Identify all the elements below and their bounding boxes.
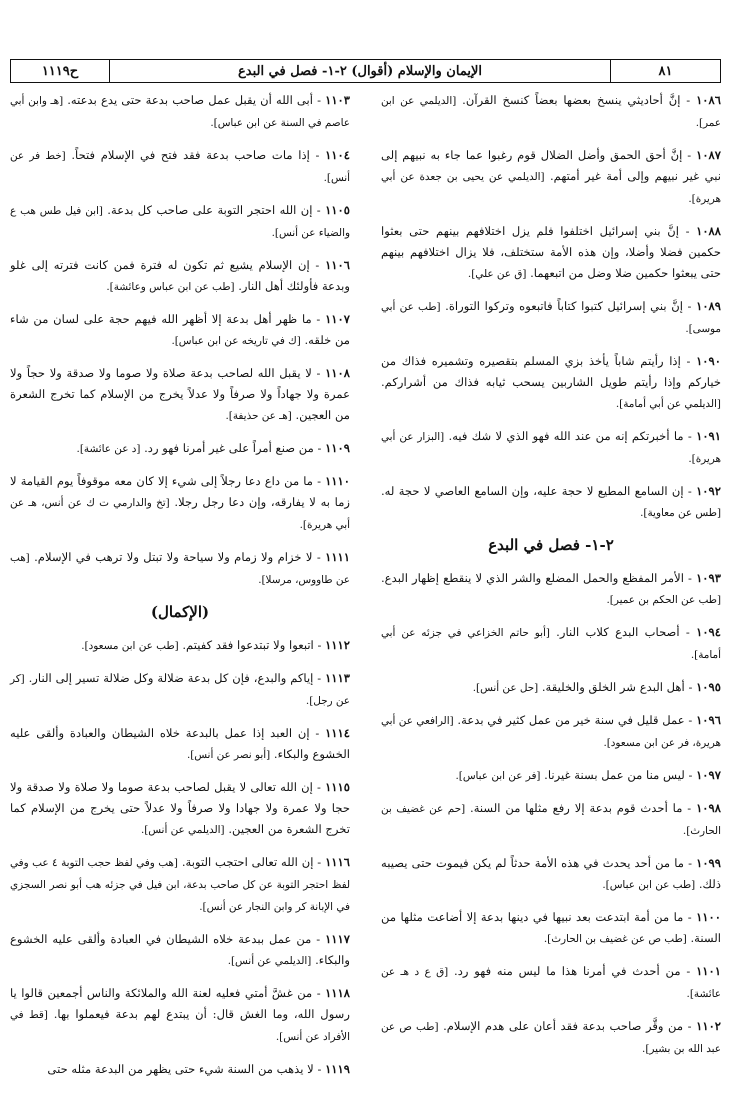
separator: - xyxy=(312,986,326,1000)
hadith-entry xyxy=(10,363,350,427)
separator: - xyxy=(312,203,326,217)
hadith-text: إذا مات صاحب بدعة فقد فتح في الإسلام فتحاً. xyxy=(71,148,310,162)
hadith-entry xyxy=(10,668,350,712)
separator: - xyxy=(683,571,697,585)
hadith-entry xyxy=(381,798,721,842)
separator: - xyxy=(312,780,326,794)
hadith-entry xyxy=(381,622,721,666)
hadith-source: [الديلمي عن أبي أمامة]. xyxy=(615,398,721,410)
hadith-text: إن العبد إذا عمل بالبدعة خلاه الشيطان والعبادة وألقى عليه الخشوع والبكاء. xyxy=(10,726,350,761)
hadith-number: ١١١٦ xyxy=(325,855,350,869)
hadith-text: إنَّ أحاديثي ينسخ بعضها بعضاً كنسخ القرآن. xyxy=(462,93,681,107)
hadith-source: [الديلمي عن أنس]. xyxy=(140,824,225,836)
hadith-source: [طب ص عن عبد الله بن بشير]. xyxy=(381,1021,721,1055)
hadith-source: [كر عن رجل]. xyxy=(10,673,350,707)
hadith-source: [حل عن أنس]. xyxy=(472,682,539,694)
hadith-number: ١٠٩٤ xyxy=(696,625,722,639)
hadith-number: ١٠٨٩ xyxy=(696,299,722,313)
hadith-text: إن الإسلام يشيع ثم تكون له فترة فمن كانت فترته إلى غلو وبدعة فأولئك أهل النار. xyxy=(10,258,350,293)
separator: - xyxy=(313,855,326,869)
hadith-source: [الديلمي عن أنس]. xyxy=(227,955,312,967)
hadith-text: ما أحدث قوم بدعة إلا رفع مثلها من السنة. xyxy=(470,801,683,815)
hadith-entry xyxy=(381,1016,721,1060)
hadith-entry xyxy=(10,90,350,134)
hadith-text: ما من داع دعا رجلاً إلى شيء إلا كان معه موقوفاً يوم القيامة لا زما به لا يفارقه، وإن دعا رجل رجلا. xyxy=(10,474,351,509)
hadith-entry xyxy=(381,296,721,340)
separator: - xyxy=(680,93,697,107)
hadith-number: ١٠٩٢ xyxy=(696,484,721,498)
hadith-text: من صنع أمراً على غير أمرنا فهو رد. xyxy=(144,441,314,455)
hadith-source: [طس عن معاوية]. xyxy=(640,507,721,519)
hadith-source: [تخ والدارمي ت ك عن أنس، هـ عن أبي هريرة]. xyxy=(10,497,350,531)
hadith-number: ١١١٨ xyxy=(325,986,350,1000)
hadith-entry xyxy=(10,547,350,591)
hadith-entry xyxy=(10,852,350,918)
hadith-entry xyxy=(381,961,721,1005)
hadith-source: [ابن فيل طس هب ع والضياء عن أنس]. xyxy=(10,205,350,239)
hadith-text: إذا رأيتم شاباً يأخذ بزي المسلم بتقصيره وتشميره فذاك من خياركم وإذا رأيتم طويل الشاربين يسحب ثيابه فذاك من أشراركم. xyxy=(381,354,721,389)
hadith-entry xyxy=(381,90,721,134)
hadith-entry xyxy=(10,145,350,189)
hadith-text: إن الله احتجر التوبة على صاحب كل بدعة. xyxy=(107,203,313,217)
hadith-number: ١٠٩٣ xyxy=(696,571,721,585)
hadith-source: [ك في تاريخه عن ابن عباس]. xyxy=(171,335,301,347)
hadith-entry xyxy=(381,221,721,285)
hadith-entry xyxy=(10,723,350,766)
hadith-text: لا يذهب من السنة شيء حتى يظهر من البدعة مثله حتى xyxy=(47,1062,314,1076)
hadith-source: [هب وفي لفظ حجب التوبة ٤ عب وفي لفظ احتجر التوبة عن كل صاحب بدعة، ابن فيل في جزئه هب أبو نصر السجزي في الإبانة كر وابن النجار عن أنس]. xyxy=(10,857,350,913)
hadith-entry xyxy=(381,426,721,470)
hadith-entry xyxy=(381,481,721,524)
hadith-entry xyxy=(10,983,350,1048)
separator: - xyxy=(309,258,326,272)
hadith-source: [طب عن ابن عباس]. xyxy=(602,879,696,891)
separator: - xyxy=(311,312,326,326)
page-header xyxy=(10,59,721,83)
hadith-text: لا خزام ولا زمام ولا سياحة ولا تبتل ولا ترهب في الإسلام. xyxy=(34,550,313,564)
hadith-source: [طب عن ابن مسعود]. xyxy=(81,640,179,652)
hadith-source: [أبو حاتم الخزاعي في جزئه عن أبي أمامة]. xyxy=(381,627,721,661)
section-title: ٢-١- فصل في البدع xyxy=(488,536,614,554)
hadith-entry xyxy=(381,907,721,950)
hadith-text: ما أخبرتكم إنه من عند الله فهو الذي لا شك فيه. xyxy=(448,429,684,443)
hadith-text: إنَّ بني إسرائيل كتبوا كتاباً فاتبعوه وتركوا التوراة. xyxy=(445,299,683,313)
hadith-number: ١١٠١ xyxy=(696,964,721,978)
separator: - xyxy=(311,932,326,946)
separator: - xyxy=(683,429,697,443)
hadith-text: اتبعوا ولا تبتدعوا فقد كفيتم. xyxy=(182,638,314,652)
separator: - xyxy=(312,550,326,564)
separator: - xyxy=(678,224,697,238)
hadith-entry xyxy=(10,438,350,460)
hadith-number: ١١١٥ xyxy=(325,780,350,794)
hadith-source: [طب عن الحكم بن عمير]. xyxy=(606,594,721,606)
hadith-source: [قط في الأفراد عن أنس]. xyxy=(10,1009,350,1043)
separator: - xyxy=(679,625,697,639)
hadith-source: [هـ عن حذيفة]. xyxy=(225,410,292,422)
hadith-text: إن الله تعالى احتجب التوبة. xyxy=(181,855,314,869)
hadith-text: ما ظهر أهل بدعة إلا أظهر الله فيهم حجة على لسان من شاء من خلقه. xyxy=(10,312,350,347)
hadith-text: الأمر المفظع والحمل المضلع والشر الذي لا ينقطع إظهار البدع. xyxy=(381,571,684,585)
hadith-entry xyxy=(10,309,350,352)
hadith-entry xyxy=(10,777,350,841)
hadith-source: [الديلمي عن ابن عمر]. xyxy=(381,95,721,129)
hadith-entry xyxy=(381,853,721,896)
hadith-number: ١٠٨٨ xyxy=(696,224,722,238)
hadith-entry xyxy=(10,1059,350,1081)
hadith-number: ١٠٩٠ xyxy=(696,354,721,368)
separator: - xyxy=(682,148,697,162)
hadith-number: ١١١٤ xyxy=(325,726,350,740)
hadith-entry xyxy=(381,710,721,754)
right-column xyxy=(381,90,721,1071)
separator: - xyxy=(684,713,697,727)
separator: - xyxy=(313,441,326,455)
hadith-number: ١٠٩٩ xyxy=(696,856,722,870)
hadith-text: من غشَّ أمتي فعليه لعنة الله والملائكة والناس أجمعين قالوا يا رسول الله، وما الغش قال: أن يبتدع لهم بدعة فيعملوا بها. xyxy=(10,986,350,1021)
hadith-number: ١١١٠ xyxy=(325,474,350,488)
hadith-entry xyxy=(10,929,350,972)
hadith-source: [البزار عن أبي هريرة]. xyxy=(381,431,721,465)
hadith-number: ١١١١ xyxy=(325,550,351,564)
separator: - xyxy=(683,910,697,924)
separator: - xyxy=(313,671,326,685)
hadith-source: [ق عن علي]. xyxy=(467,268,527,280)
hadith-number: ١١٠٣ xyxy=(325,93,351,107)
hadith-text: من وقَّر صاحب بدعة فقد أعان على هدم الإسلام. xyxy=(443,1019,684,1033)
separator: - xyxy=(683,484,697,498)
hadith-source: [هـ وابن أبي عاصم في السنة عن ابن عباس]. xyxy=(10,95,350,129)
separator: - xyxy=(309,148,326,162)
hadith-number: ١١١٩ xyxy=(325,1062,350,1076)
hadith-number: ١٠٩٥ xyxy=(696,680,721,694)
separator: - xyxy=(684,768,697,782)
hadith-text: أهل البدع شر الخلق والخليقة. xyxy=(541,680,685,694)
hadith-entry xyxy=(10,200,350,244)
hadith-entry xyxy=(381,568,721,611)
hadith-text: إنَّ أحق الحمق وأضل الضلال قوم رغبوا عما جاء به نبيهم إلى نبي غير نبيهم وإلى أمة غير أمتهم. xyxy=(381,148,721,183)
hadith-number: ١١٠٢ xyxy=(696,1019,722,1033)
hadith-source: [ق ع د هـ عن عائشة]. xyxy=(381,966,721,1000)
hadith-text: لا يقبل الله لصاحب بدعة صلاة ولا صوما ولا صدقة ولا حجاً ولا عمرة ولا جهاداً ولا صرفاً ولا عدلاً يخرج من الإسلام كما تخرج الشعرة من العجين. xyxy=(10,366,350,422)
hadith-range-ref: ح١١١٩ xyxy=(41,63,79,79)
left-column xyxy=(10,90,350,1092)
hadith-entry xyxy=(10,635,350,657)
hadith-number: ١٠٩٦ xyxy=(696,713,721,727)
hadith-source: [طب عن ابن عباس وعائشة]. xyxy=(106,281,235,293)
hadith-number: ١٠٩١ xyxy=(696,429,722,443)
separator: - xyxy=(312,474,326,488)
hadith-number: ١٠٨٧ xyxy=(696,148,722,162)
hadith-source: [الرافعي عن أبي هريرة، فر عن ابن مسعود]. xyxy=(381,715,721,749)
hadith-number: ١١١٧ xyxy=(325,932,350,946)
page-number: ٨١ xyxy=(610,60,720,82)
separator: - xyxy=(682,299,697,313)
hadith-text: ما من أحد يحدث في هذه الأمة حدثاً لم يكن فيموت حتى يصيبه ذلك. xyxy=(381,856,721,891)
hadith-entry xyxy=(10,471,350,536)
hadith-text: من أحدث في أمرنا هذا ما ليس منه فهو رد. xyxy=(454,964,681,978)
hadith-source: [طب عن أبي موسى]. xyxy=(381,301,721,335)
hadith-number: ١١١٣ xyxy=(325,671,350,685)
hadith-source: [خط فر عن أنس]. xyxy=(10,150,350,184)
hadith-text: إياكم والبدع، فإن كل بدعة ضلالة وكل ضلالة تسير إلى النار. xyxy=(28,671,314,685)
page xyxy=(10,10,721,1104)
hadith-number: ١٠٩٨ xyxy=(696,801,721,815)
hadith-number: ١١٠٥ xyxy=(325,203,350,217)
hadith-entry xyxy=(381,765,721,787)
hadith-text: إن السامع المطيع لا حجة عليه، وإن السامع العاصي لا حجة له. xyxy=(381,484,684,498)
hadith-number: ١١٠٦ xyxy=(325,258,350,272)
separator: - xyxy=(683,856,697,870)
ikmal-title: (الإكمال) xyxy=(150,603,210,621)
hadith-text: ما من أمة ابتدعت بعد نبيها في دينها بدعة إلا أضاعت مثلها من السنة. xyxy=(381,910,721,945)
hadith-source: [حم عن غضيف بن الحارث]. xyxy=(381,803,721,837)
hadith-number: ١١٠٧ xyxy=(325,312,350,326)
hadith-source: [الديلمي عن يحيى بن جعدة عن أبي هريرة]. xyxy=(381,171,721,205)
hadith-number: ١١١٢ xyxy=(325,638,350,652)
hadith-number: ١٠٩٧ xyxy=(696,768,721,782)
hadith-number: ١١٠٨ xyxy=(325,366,350,380)
separator: - xyxy=(683,1019,697,1033)
hadith-source: [د عن عائشة]. xyxy=(76,443,141,455)
separator: - xyxy=(682,801,697,815)
hadith-text: من عمل ببدعة خلاه الشيطان في العبادة وألقى عليه الخشوع والبكاء. xyxy=(10,932,350,967)
hadith-number: ١١٠٤ xyxy=(325,148,350,162)
separator: - xyxy=(311,366,326,380)
hadith-source: [طب ص عن غضيف بن الحارث]. xyxy=(543,933,687,945)
separator: - xyxy=(313,638,326,652)
hadith-entry xyxy=(381,145,721,210)
hadith-number: ١٠٨٦ xyxy=(696,93,721,107)
hadith-number: ١١٠٠ xyxy=(696,910,721,924)
hadith-entry xyxy=(381,351,721,415)
hadith-number: ١١٠٩ xyxy=(325,441,350,455)
hadith-text: عمل قليل في سنة خير من عمل كثير في بدعة. xyxy=(457,713,685,727)
separator: - xyxy=(313,93,326,107)
hadith-text: ليس منا من عمل بسنة غيرنا. xyxy=(544,768,685,782)
hadith-entry xyxy=(381,677,721,699)
separator: - xyxy=(680,964,697,978)
hadith-text: إن الله تعالى لا يقبل لصاحب بدعة صوما ولا صلاة ولا صدقة ولا حجا ولا عمرة ولا جهادا ولا صرفاً ولا عدلاً حتى يخرج من الإسلام كما تخرج الشعرة من العجين. xyxy=(10,780,350,836)
separator: - xyxy=(680,354,697,368)
separator: - xyxy=(684,680,697,694)
separator: - xyxy=(309,726,326,740)
hadith-source: [أبو نصر عن أنس]. xyxy=(186,749,271,761)
hadith-text: أصحاب البدع كلاب النار. xyxy=(556,625,680,639)
separator: - xyxy=(313,1062,326,1076)
hadith-text: إنَّ بني إسرائيل اختلفوا فلم يزل اختلافهم بينهم حتى بعثوا حكمين فضلا وأضلا، وإن هذه الأمة ستختلف، فلا يزال اختلافهم بينهم حتى يبعثوا حكمين ضلا وضل من اتبعهما. xyxy=(381,224,721,280)
running-title: الإيمان والإسلام (أقوال) ٢-١- فصل في البدع xyxy=(109,60,610,82)
hadith-source: [فر عن ابن عباس]. xyxy=(455,770,541,782)
hadith-source: [هب عن طاووس، مرسلا]. xyxy=(10,552,350,586)
hadith-entry xyxy=(10,255,350,298)
hadith-text: أبى الله أن يقبل عمل صاحب بدعة حتى يدع بدعته. xyxy=(67,93,313,107)
